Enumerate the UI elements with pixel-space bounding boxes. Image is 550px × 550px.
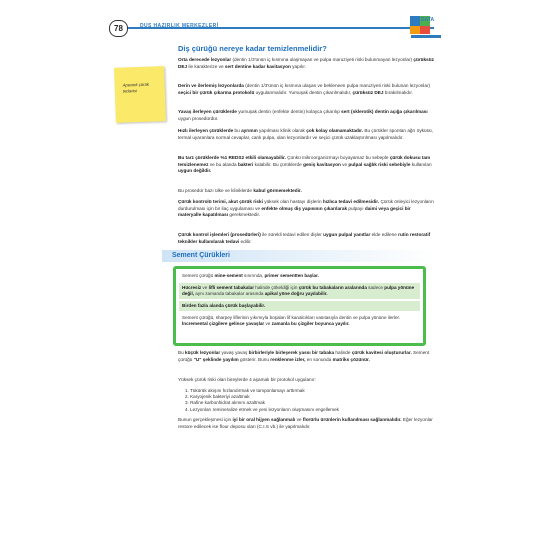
paragraph: Bu prosedür bazı ülke ve kliniklerde kabul görmemektedir. [178,188,302,193]
brand-logo-bar [411,35,441,38]
section-heading-bar [162,250,434,262]
paragraph: Derin ve ilerlemiş lezyonlarda (dentin 1/3'ünün iç kısmına ulaşan ve bekleneen pulpa maruziyeti riski bulunan lezyonlar) seçici bir çürük çıkarma protokolü uygulanmalıdır. Yumuşak dentin çıkarılmalıdır, çürüksüz DEJ bırakılmalıdır. [178,83,431,95]
sticky-note-text: Apexiek çürük tedavisi [122,81,150,94]
header-title: DUS HAZIRLIK MERKEZLERİ [140,23,219,29]
paragraph: Bu tarz çürüklerde %1 REDS2 etkili olamayabilir. Çünkü mikroorganizmayı boyayamaz bu sebeple çürük dokusu tam temizlenemez ve bu alanda bakteri kalabilir. Bu çürüklerde geniş kavitasyon ve pulpal sağlık riski sebebiyle kullanılan uygun değildir. [178,155,432,174]
section-title: Diş çürüğü nereye kadar temizlenmelidir? [178,44,327,53]
list-item: 1. Tükürük akışını hızlandırmak ve tamponlamayı arttırmak [185,388,305,393]
paragraph: Yavaş ilerleyen çürüklerde yumuşak dentin (enfekte dentin) kolayca çıkarılıp sert (sklerotik) dentin açığa çıkarılması uygun prosedürdür. [178,109,428,121]
highlight-item: Birden fazla alanda çürük başlayabilir. [179,301,420,311]
list-item: 4. Lezyonları remineralize etmek ve yeni lezyonların oluşmasını engellemek [185,406,339,412]
page-number: 78 [109,20,128,37]
section-heading: Sement Çürükleri [172,252,230,259]
list-item: 2. Karyojenik bakteriyi azaltmak [185,394,250,400]
list-item: 3. Rafine karbonhidrat alımını azaltmak [185,400,265,406]
paragraph: Hızlı ilerleyen çürüklerde bu ayrımın yapılması klinik olarak çok kolay olamamaktadır. Bu çürükler spontan ağrı öyküsü, termal uyaranlara normal cevaplar, canlı pulpa, olan lezyonlardır ve seçici çürük uzaklaştırılması yapılmalıdır. [178,128,433,140]
highlight-item: Sement çürüğü, sharpey liflerinin yıkımıyla boşalan lif kanalcıkları vasıtasıyla dentin ve pulpa yönüne ilerler. İncremental çizgilere gelince yavaşlar ve zamanla bu çizgiler boyunca yayılır. [182,315,401,326]
highlight-item: Hücresiz ve lifli sement tabakalar halinde çökeldiği için çürük bu tabakaların aralarında sadece pulpa yönüne değil, aynı zamanda tabakalar arasında apikal yöne doğru yayılabilir. [179,283,420,299]
paragraph: Çürük kontrol işlemleri (prosedürleri) ile sürekli tedavi edilen dişler uygun pulpal yanıtlar elde edilene rutin restoratif teknikler kullanılarak tedavi edilir. [178,232,431,244]
paragraph: Orta derecede lezyonlar (dentin 1/3'ünün iç kısmına ulaşmayan ve pulpa maruziyeti riski bulunmayan lezyonlar) çürüksüz DEJ ile karakterize ve sert dentine kadar kavitasyon yapılır. [178,57,434,69]
paragraph: Yüksek çürük riski olan bireylerde 4 aşamalı bir protokol uygulanır: [178,377,316,382]
highlight-box [173,266,426,346]
highlight-item: Sement çürüğü mine-sement sınırında, primer sementten başlar. [182,273,319,278]
paragraph: Bu küçük lezyonlar yavaş yavaş birbirleriyle birleşerek yassı bir tabaka halinde çürük kavitesi oluştururlar. Sement çürüğü "U" şeklinde yayılım gösterir. Bunu renklenme izler, en sonunda matriks çözünür. [178,350,430,362]
paragraph: Bunun gerçekleşmesi için iyi bir oral hijyen sağlanmalı ve florürlu ürünlerin kullanılması sağlanmalıdır. Eğer lezyonlar restore edilecek ise flour deposu olan (C.I.S vb.) ile yapılmalıdır. [178,417,433,429]
paragraph: Çürük kontrolü terimi, akut çürük riski yüksek olan hastayı dişlerin hızlıca tedavi edilmesidir. Çürük önleyici lezyonların durdurulması için bir ilaç uygulaması ve enfekte olmuş diş yapısının çıkarılarak pulpayı daimi veya geçici bir materyalle kapatılması gerekmektedir. [178,199,434,218]
brand-logo-text: DATA [421,17,435,23]
sticky-note [114,66,166,123]
step-list [185,388,339,413]
